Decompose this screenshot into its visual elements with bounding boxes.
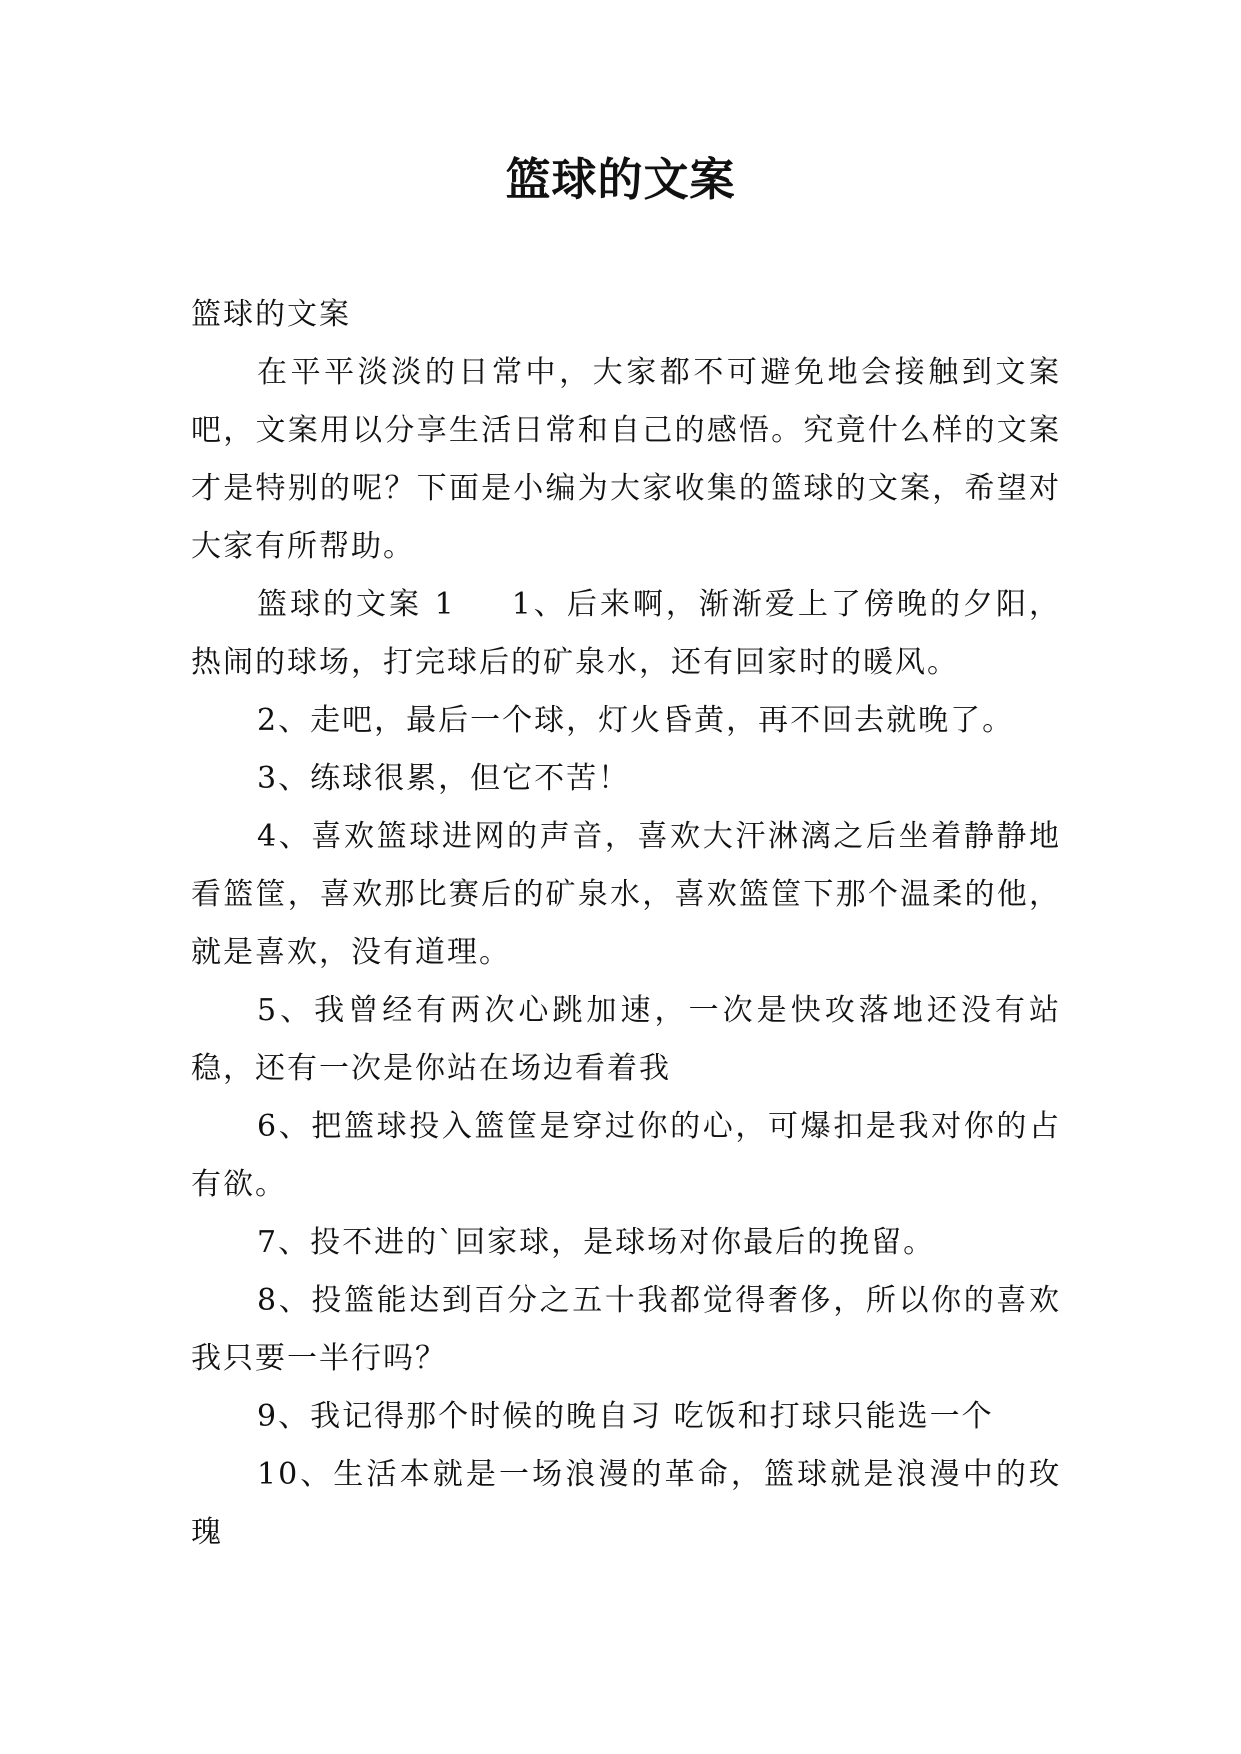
list-item-10: 10、生活本就是一场浪漫的革命，篮球就是浪漫中的玫瑰 bbox=[191, 1457, 1061, 1550]
section-paragraph bbox=[191, 576, 1061, 692]
list-item-3: 3、练球很累，但它不苦！ bbox=[257, 761, 631, 796]
list-item-1: 1、后来啊，渐渐爱上了傍晚的夕阳，热闹的球场，打完球后的矿泉水，还有回家时的暖风。 bbox=[191, 587, 1061, 680]
list-item-6: 6、把篮球投入篮筐是穿过你的心，可爆扣是我对你的占有欲。 bbox=[191, 1109, 1061, 1202]
list-item-7: 7、投不进的`回家球，是球场对你最后的挽留。 bbox=[257, 1225, 936, 1260]
list-item-2: 2、走吧，最后一个球，灯火昏黄，再不回去就晚了。 bbox=[257, 703, 1015, 738]
document-title: 篮球的文案 bbox=[505, 153, 736, 206]
list-item-8: 8、投篮能达到百分之五十我都觉得奢侈，所以你的喜欢我只要一半行吗？ bbox=[191, 1283, 1061, 1376]
document-body bbox=[191, 286, 1061, 1562]
section-heading: 篮球的文案 1 bbox=[257, 587, 456, 622]
list-item-9: 9、我记得那个时候的晚自习 吃饭和打球只能选一个 bbox=[257, 1399, 994, 1434]
list-item-4: 4、喜欢篮球进网的声音，喜欢大汗淋漓之后坐着静静地看篮筐，喜欢那比赛后的矿泉水，喜欢篮筐下那个温柔的他，就是喜欢，没有道理。 bbox=[191, 819, 1061, 970]
intro-paragraph: 在平平淡淡的日常中，大家都不可避免地会接触到文案吧，文案用以分享生活日常和自己的感悟。究竟什么样的文案才是特别的呢？下面是小编为大家收集的篮球的文案，希望对大家有所帮助。 bbox=[191, 355, 1061, 564]
list-item-5: 5、我曾经有两次心跳加速，一次是快攻落地还没有站稳，还有一次是你站在场边看着我 bbox=[191, 993, 1061, 1086]
document-subtitle: 篮球的文案 bbox=[191, 297, 351, 332]
